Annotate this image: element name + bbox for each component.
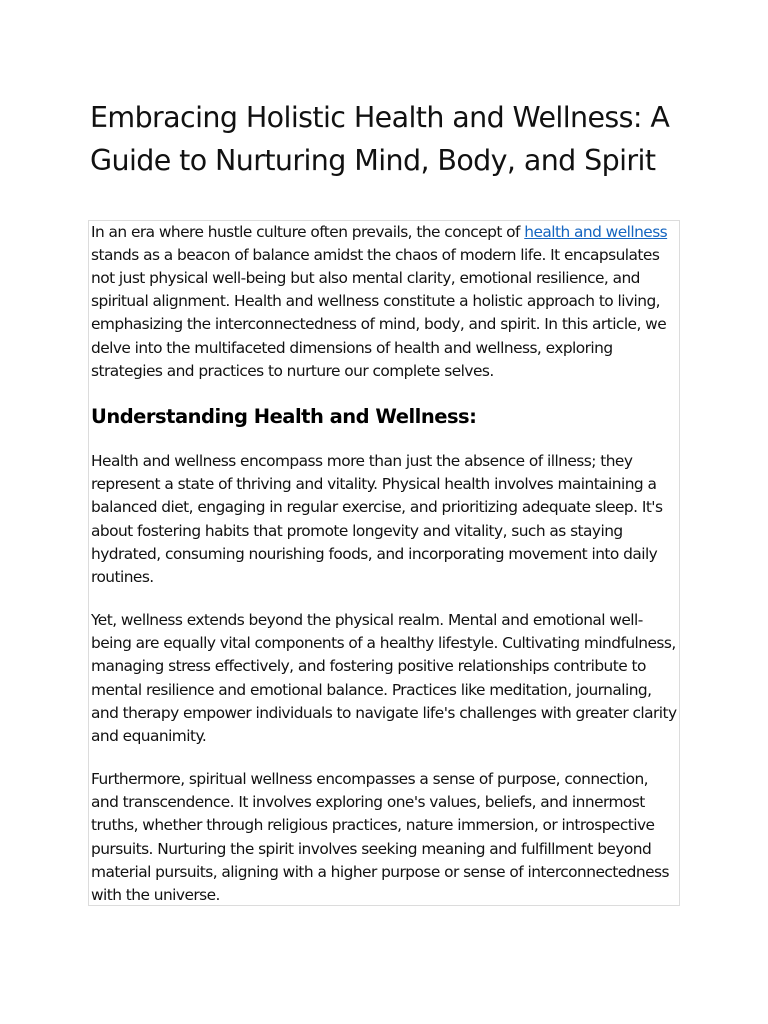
section-heading: Understanding Health and Wellness:: [91, 405, 477, 428]
body-paragraph-spiritual: Furthermore, spiritual wellness encompasses a sense of purpose, connection, and transcendence. It involves exploring one's values, beliefs, and innermost truths, whether through religious practices, nature immersion, or introspective pursuits. Nurturing the spirit involves seeking meaning and fulfillment beyond material pursuits, aligning with a higher purpose or sense of interconnectedness with the universe.: [91, 770, 669, 905]
document-title: Embracing Holistic Health and Wellness: A Guide to Nurturing Mind, Body, and Spirit: [90, 101, 670, 177]
intro-paragraph: [91, 221, 677, 383]
article-content-box: [88, 220, 680, 906]
intro-text-after-link: stands as a beacon of balance amidst the chaos of modern life. It encapsulates not just physical well-being but also mental clarity, emotional resilience, and spiritual alignment. Health and wellness constitute a holistic approach to living, emphasizing the interconnectedness of mind, body, and spirit. In this article, we delve into the multifaceted dimensions of health and wellness, exploring strategies and practices to nurture our complete selves.: [91, 245, 667, 380]
body-paragraph-mental: Yet, wellness extends beyond the physical realm. Mental and emotional well-being are equally vital components of a healthy lifestyle. Cultivating mindfulness, managing stress effectively, and fostering positive relationships contribute to mental resilience and emotional balance. Practices like meditation, journaling, and therapy empower individuals to navigate life's challenges with greater clarity and equanimity.: [91, 611, 677, 746]
body-paragraph-physical: Health and wellness encompass more than just the absence of illness; they represent a state of thriving and vitality. Physical health involves maintaining a balanced diet, engaging in regular exercise, and prioritizing adequate sleep. It's about fostering habits that promote longevity and vitality, such as staying hydrated, consuming nourishing foods, and incorporating movement into daily routines.: [91, 452, 663, 587]
intro-text-before-link: In an era where hustle culture often prevails, the concept of: [91, 222, 525, 241]
health-and-wellness-link[interactable]: health and wellness: [524, 222, 668, 241]
